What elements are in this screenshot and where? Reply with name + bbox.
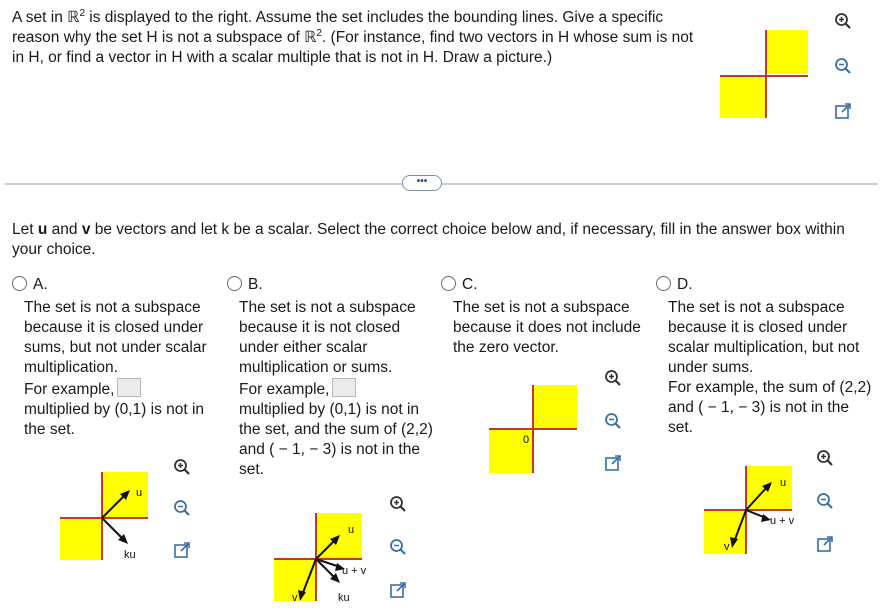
choice-b-figure xyxy=(270,507,380,607)
zoom-in-icon[interactable] xyxy=(387,493,409,515)
choice-c-radio[interactable]: C. xyxy=(441,275,478,295)
radio-b[interactable] xyxy=(227,276,242,291)
choice-d-radio[interactable]: D. xyxy=(656,275,693,295)
zoom-in-icon[interactable] xyxy=(814,447,836,469)
label-u: u xyxy=(136,487,143,499)
radio-a[interactable] xyxy=(12,276,27,291)
choice-a-text: The set is not a subspace because it is closed under sums, but not under scalar multiplication. For example, multiplied by (0,1) is not in the set. xyxy=(24,299,207,438)
label-u-plus-v: u + v xyxy=(770,515,795,527)
label-u: u xyxy=(348,524,355,536)
instruction-text: Let u and v be vectors and let k be a scalar. Select the correct choice below and, if necessary, fill in the answer box within your choice. xyxy=(12,221,845,258)
popout-icon[interactable] xyxy=(387,579,409,601)
choice-b-text: The set is not a subspace because it is not closed under either scalar multiplication or sums. For example, multiplied by (0,1) is not in the set, and the sum of (2,2) and ( − 1, − 3) is not in the set. xyxy=(239,299,433,478)
choice-b-answer-box[interactable] xyxy=(332,378,356,397)
question-text: A set in ℝ$^2$ is displayed to the right. Assume the set includes the bounding lines. Give a specific reason why the set H is not a subspace of ℝ$^2$. (For instance, find two vectors in H whose sum is not in H, or find a vector in H with a scalar multiple that is not in H. Draw a picture.) xyxy=(12,7,694,66)
choice-c-figure xyxy=(485,383,581,477)
choice-a-answer-box[interactable] xyxy=(117,378,141,397)
choice-a-figure xyxy=(56,466,156,566)
popout-icon[interactable] xyxy=(602,452,624,474)
zoom-in-icon[interactable] xyxy=(832,10,854,32)
label-zero: 0 xyxy=(523,434,530,446)
label-ku: ku xyxy=(124,549,136,561)
expand-more-button[interactable]: ••• xyxy=(402,175,442,191)
popout-icon[interactable] xyxy=(171,539,193,561)
choice-b-radio[interactable]: B. xyxy=(227,275,263,295)
zoom-out-icon[interactable] xyxy=(832,55,854,77)
choice-d-figure xyxy=(700,462,810,562)
popout-icon[interactable] xyxy=(832,100,854,122)
popout-icon[interactable] xyxy=(814,533,836,555)
zoom-out-icon[interactable] xyxy=(387,536,409,558)
label-u: u xyxy=(780,477,787,489)
zoom-in-icon[interactable] xyxy=(602,367,624,389)
zoom-out-icon[interactable] xyxy=(602,410,624,432)
choice-d-text: The set is not a subspace because it is closed under scalar multiplication, but not under sums. For example, the sum of (2,2) and ( − 1, − 3) is not in the set. xyxy=(668,299,872,436)
label-v: v xyxy=(292,592,298,604)
choice-a-radio[interactable]: A. xyxy=(12,275,48,295)
radio-c[interactable] xyxy=(441,276,456,291)
choice-c-text: The set is not a subspace because it does not include the zero vector. xyxy=(453,299,641,356)
label-ku: ku xyxy=(338,592,350,604)
radio-d[interactable] xyxy=(656,276,671,291)
set-h-figure xyxy=(718,30,810,120)
label-v: v xyxy=(724,541,730,553)
zoom-in-icon[interactable] xyxy=(171,456,193,478)
label-u-plus-v: u + v xyxy=(342,565,367,577)
zoom-out-icon[interactable] xyxy=(171,497,193,519)
zoom-out-icon[interactable] xyxy=(814,490,836,512)
